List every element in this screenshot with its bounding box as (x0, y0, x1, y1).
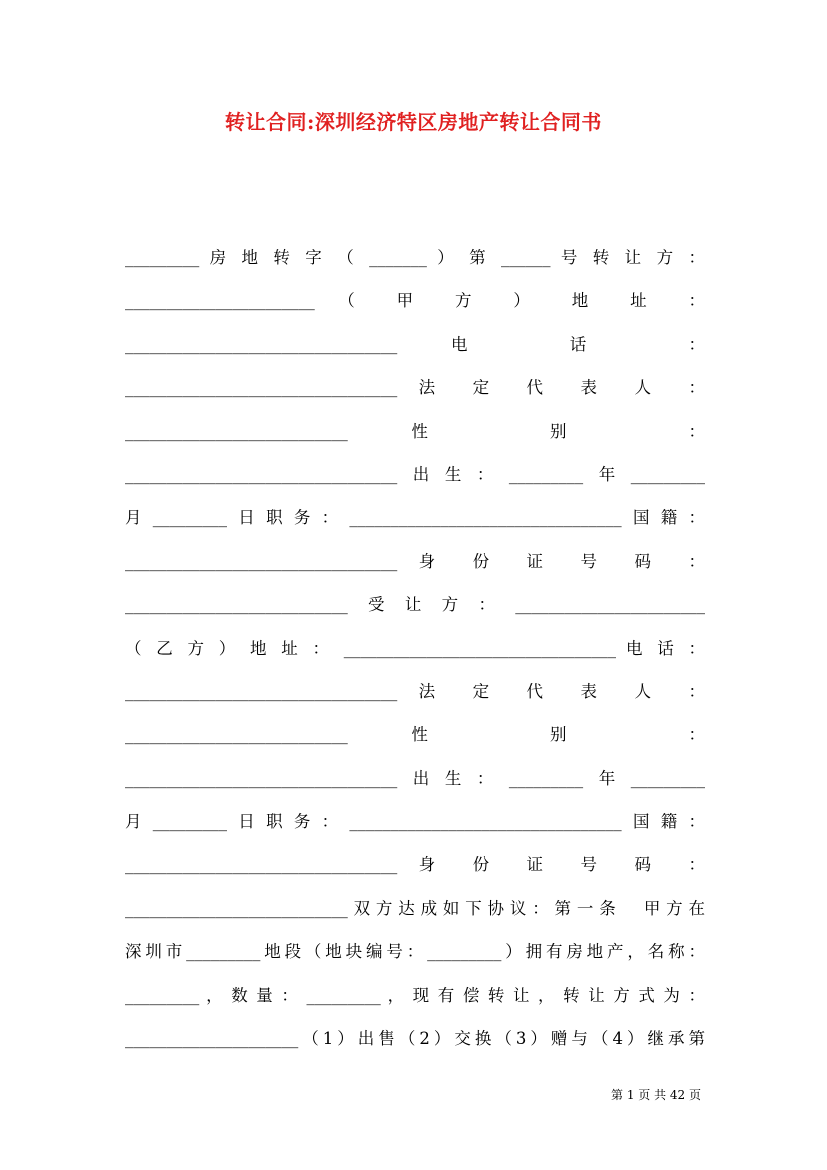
text-line: （ 乙 方 ） 地 址 ： _________________________________ 电 话 ： (125, 638, 705, 658)
text-line: _________________________________ 电 话 ： (125, 334, 705, 354)
text-line: 深圳市_________地段（地块编号：_________）拥有房地产，名称： (125, 942, 705, 962)
text-line: _________________________________ 身 份 证 号 码 ： (125, 855, 705, 875)
document-title: 转让合同:深圳经济特区房地产转让合同书 (225, 110, 602, 134)
text-line: _______________________ （ 甲 方 ） 地 址 ： (125, 291, 705, 311)
text-line: ___________________________ 性 别 ： (125, 421, 705, 441)
text-line: _________ 房 地 转 字 （ _______ ） 第 ______ 号 转 让 方 ： (125, 248, 705, 267)
page-number: 第 1 页 共 42 页 (611, 1088, 701, 1102)
contract-body (125, 236, 705, 1060)
text-line: _____________________（1）出售（2）交换（3）赠与（4）继承第 (125, 1029, 705, 1049)
text-line: _________________________________ 法 定 代 表 人 ： (125, 681, 705, 701)
text-line: ___________________________受让方：_______________________ (125, 595, 705, 615)
text-line: ___________________________双方达成如下协议：第一条 甲方在 (125, 898, 705, 918)
text-line: _________________________________出生：_________年_________ (125, 768, 705, 788)
text-line: _________________________________出生：_________年_________ (125, 464, 705, 484)
text-line: 月_________日职务：_________________________________国籍： (125, 812, 705, 832)
text-line: _________ ， 数 量 ： _________ ， 现 有 偿 转 让 ， 转 让 方 式 为 ： (125, 985, 705, 1005)
text-line: 月_________日职务：_________________________________国籍： (125, 508, 705, 528)
text-line: _________________________________ 法 定 代 表 人 ： (125, 378, 705, 398)
text-line: _________________________________ 身 份 证 号 码 ： (125, 551, 705, 571)
text-line: ___________________________ 性 别 ： (125, 725, 705, 745)
